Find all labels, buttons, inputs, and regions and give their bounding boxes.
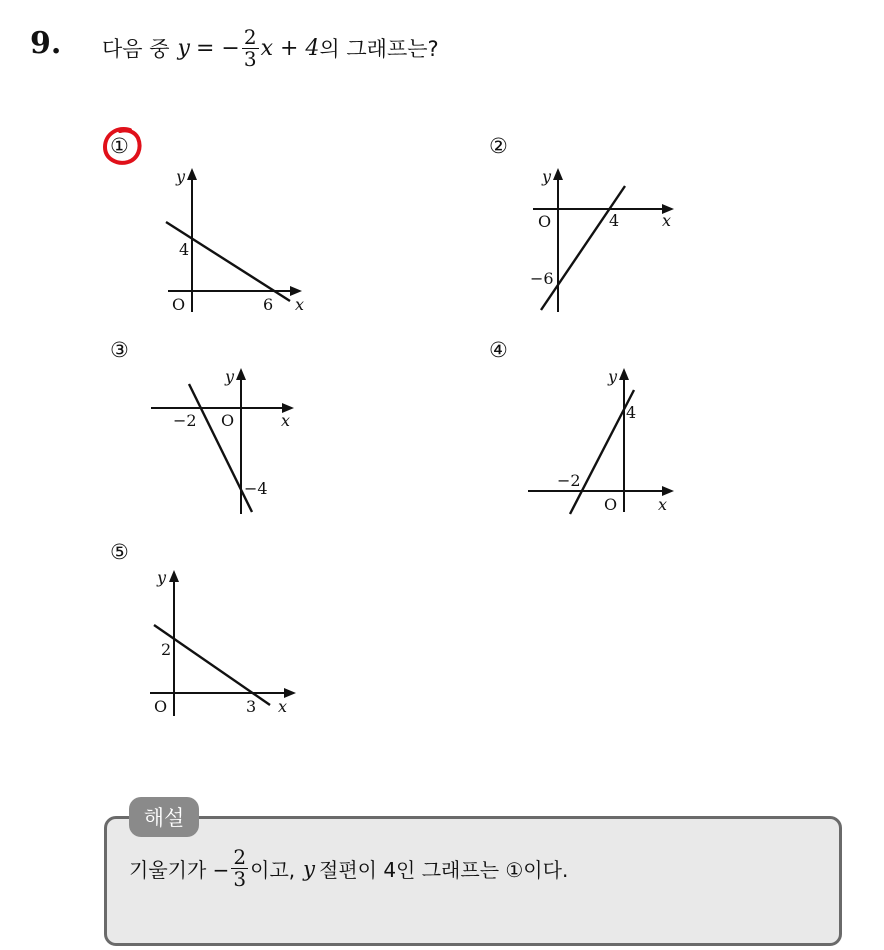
question-text xyxy=(102,18,439,78)
axis-x-label: x xyxy=(281,411,291,430)
choice-2-label[interactable]: ② xyxy=(489,134,508,158)
solution-text-2: 이고, xyxy=(250,858,296,882)
choice-3-graph xyxy=(145,360,315,520)
axis-y-label: y xyxy=(608,367,618,386)
y-intercept-label: 4 xyxy=(179,240,190,259)
choice-3-label[interactable]: ③ xyxy=(110,338,129,362)
x-intercept-label: −2 xyxy=(557,471,581,490)
axis-x-label: x xyxy=(658,495,668,514)
solution-box xyxy=(104,816,842,946)
origin-label: O xyxy=(172,295,186,314)
y-axis-arrow xyxy=(169,570,179,582)
axis-y-label: y xyxy=(225,367,235,386)
solution-frac-num: 2 xyxy=(233,845,247,869)
choice-2-graph xyxy=(525,160,695,320)
graph-line xyxy=(166,222,290,301)
origin-label: O xyxy=(221,411,235,430)
question-frac-num: 2 xyxy=(243,24,257,49)
question-eq-rest: x + 4 xyxy=(260,35,320,61)
solution-text xyxy=(129,847,568,890)
choice-1-graph xyxy=(150,160,320,320)
choice-1-label[interactable]: ① xyxy=(110,134,129,158)
choice-4-graph xyxy=(525,360,695,520)
question-fraction xyxy=(242,24,259,71)
origin-label: O xyxy=(538,212,552,231)
y-axis-arrow xyxy=(187,168,197,180)
question-prefix: 다음 중 xyxy=(102,37,170,61)
y-axis-arrow xyxy=(236,368,246,380)
y-intercept-label: 4 xyxy=(626,403,637,422)
x-intercept-label: 3 xyxy=(246,697,257,716)
graph-line xyxy=(189,384,252,512)
solution-frac-den: 3 xyxy=(233,867,247,891)
axis-y-label: y xyxy=(542,167,552,186)
choice-5-graph xyxy=(140,562,310,722)
choice-4-label[interactable]: ④ xyxy=(489,338,508,362)
graph-line xyxy=(541,186,625,310)
question-eq-lhs: y xyxy=(177,35,190,61)
solution-text-3: 절편이 4인 그래프는 ①이다. xyxy=(319,858,569,882)
solution-fraction xyxy=(231,847,248,890)
solution-text-1: 기울기가 − xyxy=(129,858,230,882)
y-intercept-label: 2 xyxy=(161,640,172,659)
choice-5-label[interactable]: ⑤ xyxy=(110,540,129,564)
origin-label: O xyxy=(604,495,618,514)
axis-x-label: x xyxy=(662,211,672,230)
x-intercept-label: 6 xyxy=(263,295,274,314)
origin-label: O xyxy=(154,697,168,716)
axis-y-label: y xyxy=(176,167,186,186)
axis-x-label: x xyxy=(295,295,305,314)
solution-tag: 해설 xyxy=(129,797,199,837)
axis-x-label: x xyxy=(278,697,288,716)
y-axis-arrow xyxy=(619,368,629,380)
question-suffix: 의 그래프는? xyxy=(319,37,439,61)
question-eq-sign: = − xyxy=(195,35,240,61)
y-intercept-label: −4 xyxy=(244,479,268,498)
question-number: 9. xyxy=(30,26,62,61)
y-axis-arrow xyxy=(553,168,563,180)
selected-circle-mark xyxy=(100,124,144,168)
y-intercept-label: −6 xyxy=(530,269,554,288)
x-intercept-label: 4 xyxy=(609,211,620,230)
x-intercept-label: −2 xyxy=(173,411,197,430)
question-frac-den: 3 xyxy=(243,46,257,71)
solution-var: y xyxy=(303,856,316,881)
axis-y-label: y xyxy=(157,568,167,587)
